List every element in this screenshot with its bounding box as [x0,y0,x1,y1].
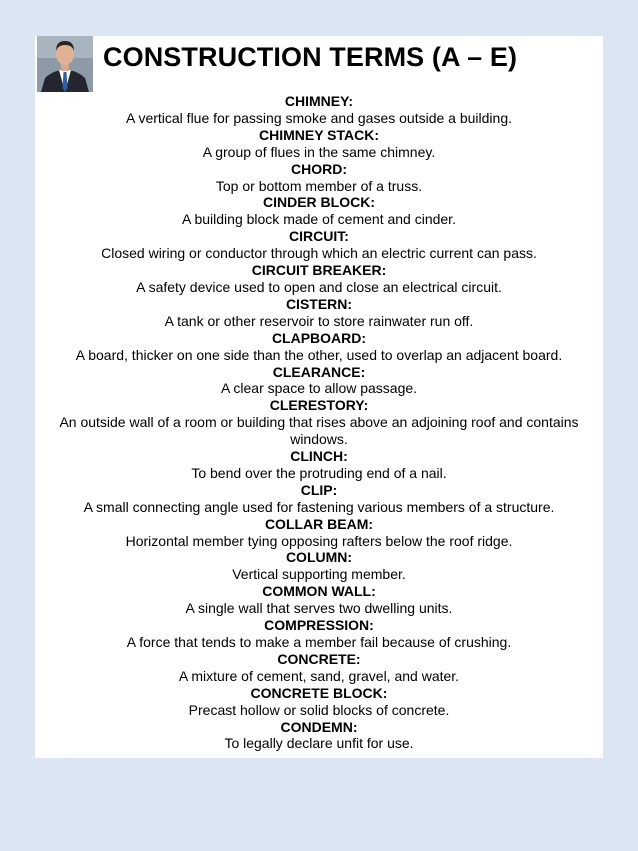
term-definition: A safety device used to open and close an electrical circuit. [136,278,502,295]
term-definition: Top or bottom member of a truss. [215,177,423,194]
term-entry [35,262,603,296]
term-entry [35,482,603,516]
term-heading: CONDEMN: [280,718,358,735]
term-entry [35,651,603,685]
term-entry [35,296,603,330]
term-entry [35,127,603,161]
term-entry [35,719,603,753]
term-entry [35,397,603,448]
term-heading: CIRCUIT: [289,228,349,245]
term-definition: To bend over the protruding end of a nail. [191,464,447,481]
term-definition: A clear space to allow passage. [220,380,418,397]
term-entry [35,194,603,228]
term-heading: CIRCUIT BREAKER: [251,262,387,279]
term-definition: A mixture of cement, sand, gravel, and water. [178,667,460,684]
term-entry [35,516,603,550]
term-definition: A building block made of cement and cinder. [182,211,456,228]
term-entry [35,448,603,482]
author-photo [37,36,93,92]
page-title: CONSTRUCTION TERMS (A – E) [103,42,518,72]
term-heading: CLIP: [300,481,338,498]
term-heading: COLLAR BEAM: [264,515,374,532]
term-definition: A tank or other reservoir to store rainwater run off. [164,312,474,329]
term-entry [35,330,603,364]
document-page [35,36,603,758]
term-heading: CLERESTORY: [269,397,369,414]
term-definition: A group of flues in the same chimney. [202,143,436,160]
term-definition: Horizontal member tying opposing rafters below the roof ridge. [125,532,513,549]
term-definition: A board, thicker on one side than the other, used to overlap an adjacent board. [75,346,563,363]
term-heading: CONCRETE: [277,650,361,667]
term-definition: A single wall that serves two dwelling units. [185,600,453,617]
term-heading: CISTERN: [285,295,353,312]
term-heading: CHORD: [291,160,347,177]
term-definition: Vertical supporting member. [232,566,406,583]
term-definition: A small connecting angle used for fastening various members of a structure. [83,498,555,515]
term-heading: CONCRETE BLOCK: [250,684,388,701]
term-heading: CLINCH: [290,448,348,465]
header [35,36,603,94]
term-definition: An outside wall of a room or building that rises above an adjoining roof and contains windows. [59,414,579,448]
term-heading: CLAPBOARD: [271,329,367,346]
term-heading: COMPRESSION: [264,617,374,634]
term-entry [35,617,603,651]
term-heading: CINDER BLOCK: [263,194,375,211]
term-entry [35,549,603,583]
term-heading: CHIMNEY: [284,93,354,109]
terms-list [35,93,603,752]
term-heading: COMMON WALL: [262,583,376,600]
term-entry [35,685,603,719]
term-heading: CHIMNEY STACK: [258,126,380,143]
author-photo-image [37,36,93,92]
term-entry [35,93,603,127]
term-definition: A vertical flue for passing smoke and gases outside a building. [125,109,512,126]
term-definition: A force that tends to make a member fail because of crushing. [126,634,512,650]
term-definition: Precast hollow or solid blocks of concrete. [188,701,450,718]
term-heading: COLUMN: [285,549,353,566]
term-entry [35,228,603,262]
term-definition: To legally declare unfit for use. [224,735,414,752]
term-entry [35,364,603,398]
term-definition: Closed wiring or conductor through which an electric current can pass. [101,245,537,262]
term-entry [35,161,603,195]
term-entry [35,583,603,617]
term-heading: CLEARANCE: [272,363,366,380]
